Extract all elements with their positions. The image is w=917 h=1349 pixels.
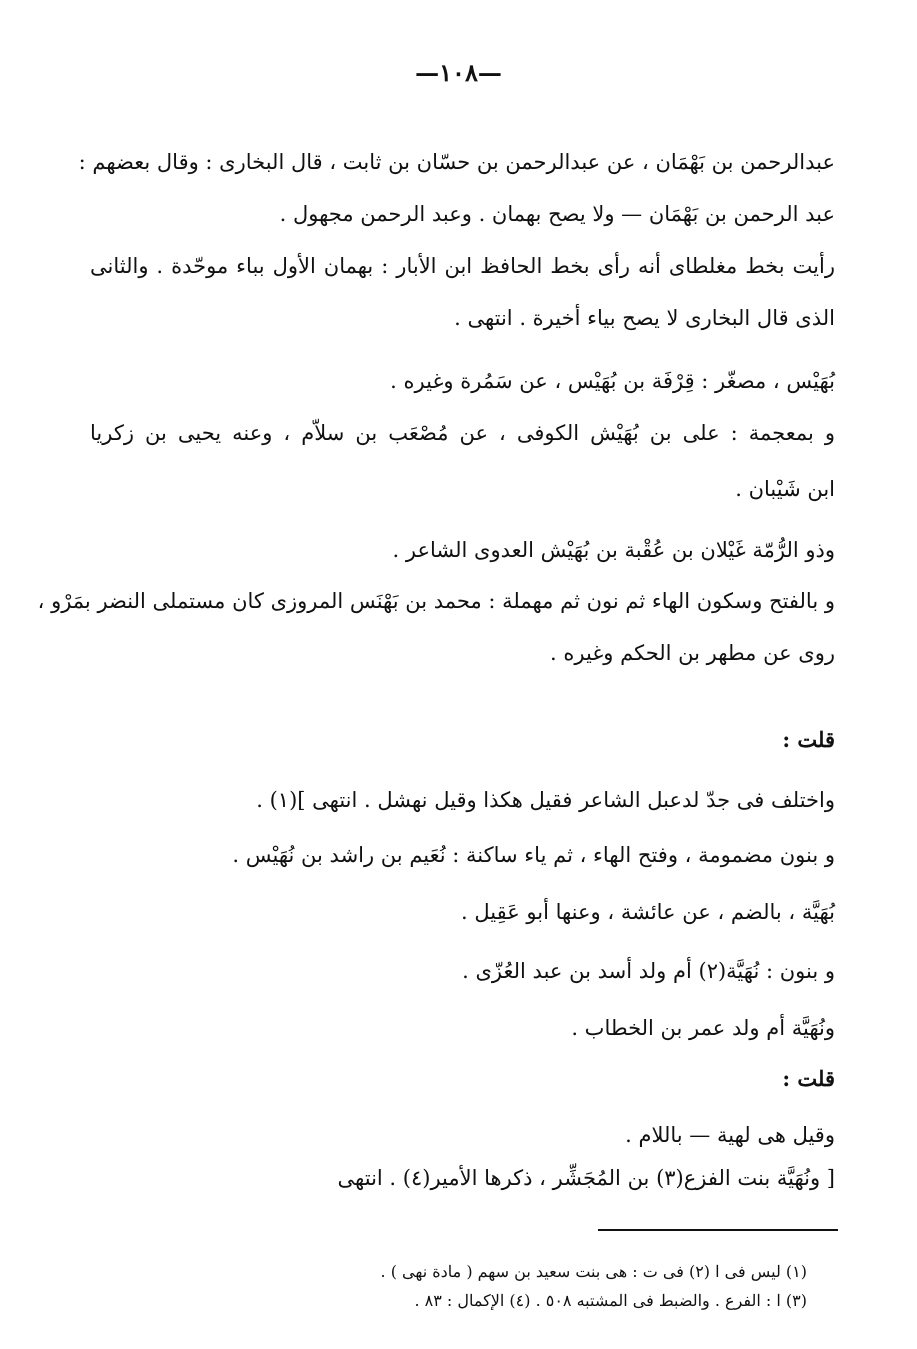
text-line-3: رأيت بخط مغلطاى أنه رأى بخط الحافظ ابن الأبار : بهمان الأول بباء موحّدة . والثانى — [90, 254, 835, 278]
footnote-line-2: (٣) ا : الفرع . والضبط فى المشتبه ٥٠٨ . (٤) الإكمال : ٨٣ . — [414, 1291, 807, 1310]
text-line-13: بُهَيَّة ، بالضم ، عن عائشة ، وعنها أبو عَقِيل . — [460, 900, 835, 924]
text-line-7: ابن شَيْبان . — [735, 477, 835, 501]
text-line-10: روى عن مطهر بن الحكم وغيره . — [550, 641, 835, 665]
text-line-9: و بالفتح وسكون الهاء ثم نون ثم مهملة : محمد بن بَهْنَس المروزى كان مستملى النضر بمَرْو ، — [37, 589, 835, 613]
text-line-11: واختلف فى جدّ لدعبل الشاعر فقيل هكذا وقيل نهشل . انتهى ](١) . — [256, 788, 835, 812]
text-line-14: و بنون : نُهَيَّة(٢) أم ولد أسد بن عبد العُزّى . — [462, 959, 835, 983]
text-line-2: عبد الرحمن بن بَهْمَان — ولا يصح بهمان . وعبد الرحمن مجهول . — [279, 202, 835, 226]
text-line-1: عبدالرحمن بن بَهْمَان ، عن عبدالرحمن بن حسّان بن ثابت ، قال البخارى : وقال بعضهم : — [78, 150, 835, 174]
text-line-6: و بمعجمة : على بن بُهَيْش الكوفى ، عن مُصْعَب بن سلاّم ، وعنه يحيى بن زكريا — [90, 421, 835, 445]
footnote-separator — [598, 1229, 838, 1231]
section-heading-2: قلت : — [782, 1066, 835, 1091]
text-line-17: [ ونُهَيَّة بنت الفزع(٣) بن المُجَشِّر ، ذكرها الأمير(٤) . انتهى — [337, 1166, 835, 1190]
text-line-15: ونُهَيَّة أم ولد عمر بن الخطاب . — [571, 1016, 835, 1040]
section-heading-1: قلت : — [782, 727, 835, 752]
text-line-12: و بنون مضمومة ، وفتح الهاء ، ثم ياء ساكنة : نُعَيم بن راشد بن نُهَيْس . — [232, 843, 835, 867]
text-line-4: الذى قال البخارى لا يصح بياء أخيرة . انتهى . — [454, 306, 835, 330]
text-line-16: وقيل هى لهية — باللام . — [625, 1123, 835, 1147]
page-number: —١٠٨— — [415, 58, 502, 87]
text-line-5: بُهَيْس ، مصغّر : قِرْفَة بن بُهَيْس ، عن سَمُرة وغيره . — [390, 369, 835, 393]
footnote-line-1: (١) ليس فى ا (٢) فى ت : هى بنت سعيد بن سهم ( مادة نهى ) . — [380, 1262, 807, 1281]
text-line-8: وذو الرُّمّة غَيْلان بن عُقْبة بن بُهَيْش العدوى الشاعر . — [392, 538, 835, 562]
